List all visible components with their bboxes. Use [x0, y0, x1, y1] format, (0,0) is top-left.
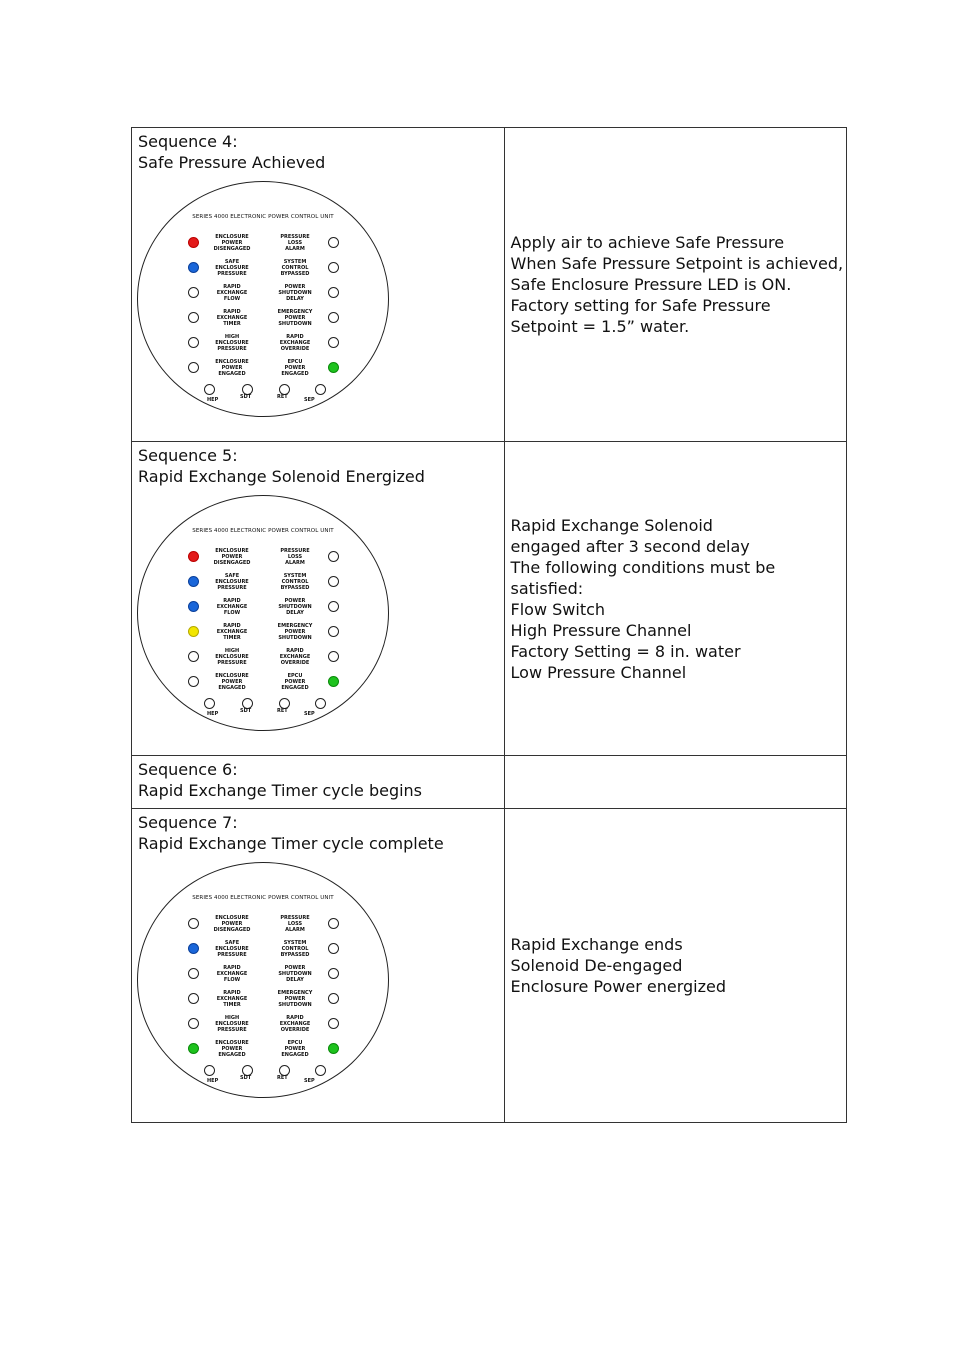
- bottom-led-label: RET: [277, 394, 288, 400]
- indicator-label-right: [267, 284, 323, 303]
- sequence-left-cell: [132, 809, 505, 1123]
- indicator-label-left: [204, 990, 260, 1009]
- indicator-label-right: [267, 648, 323, 667]
- description-line: Setpoint = 1.5” water.: [510, 317, 690, 336]
- indicator-label-line: PRESSURE: [217, 271, 247, 278]
- sequence-subheading: Rapid Exchange Solenoid Energized: [138, 467, 425, 486]
- indicator-label-line: RAPID: [223, 990, 241, 996]
- sequence-subheading: Rapid Exchange Timer cycle complete: [138, 834, 444, 853]
- sequence-subheading: Safe Pressure Achieved: [138, 153, 326, 172]
- description-line: engaged after 3 second delay: [510, 536, 750, 556]
- indicator-label-line: POWER: [284, 598, 306, 604]
- indicator-label-left: [204, 234, 260, 253]
- indicator-label-line: ENCLOSURE: [215, 265, 249, 272]
- indicator-label-line: ENCLOSURE: [215, 1040, 249, 1046]
- sequence-left-cell: [132, 756, 505, 809]
- sequence-heading: Sequence 6:: [138, 760, 238, 779]
- description-line: Enclosure Power energized: [510, 977, 727, 996]
- indicator-led-left-4: [188, 1018, 199, 1029]
- indicator-label-left: [204, 940, 260, 959]
- indicator-label-line: PRESSURE: [280, 234, 310, 240]
- indicator-label-line: SAFE: [224, 259, 240, 265]
- description-line: Factory Setting = 8 in. water: [510, 641, 741, 661]
- indicator-label-line: OVERRIDE: [280, 346, 310, 353]
- indicator-label-line: LOSS: [287, 554, 303, 561]
- indicator-label-line: SHUTDOWN: [278, 321, 312, 328]
- indicator-label-left: [204, 284, 260, 303]
- indicator-label-line: BYPASSED: [280, 271, 310, 278]
- control-panel-diagram: [137, 862, 389, 1098]
- indicator-label-line: LOSS: [287, 240, 303, 247]
- indicator-label-line: EXCHANGE: [279, 1021, 311, 1028]
- indicator-label-line: ENCLOSURE: [215, 340, 249, 347]
- indicator-led-right-0: [328, 918, 339, 929]
- panel-title: SERIES 4000 ELECTRONIC POWER CONTROL UNIT: [192, 528, 334, 534]
- control-panel-diagram: [137, 181, 389, 417]
- sequence-row: [132, 128, 847, 442]
- bottom-led-label: SDT: [240, 394, 252, 400]
- indicator-label-line: EPCU: [287, 1040, 303, 1046]
- sequence-description-cell: [504, 442, 846, 756]
- indicator-led-left-0: [188, 551, 199, 562]
- indicator-led-right-3: [328, 993, 339, 1004]
- indicator-label-line: EMERGENCY: [277, 623, 313, 629]
- indicator-led-right-5: [328, 362, 339, 373]
- indicator-label-line: HIGH: [224, 648, 240, 654]
- indicator-label-line: PRESSURE: [217, 952, 247, 959]
- indicator-label-line: ENCLOSURE: [215, 915, 249, 921]
- indicator-label-right: [267, 359, 323, 378]
- indicator-label-line: EXCHANGE: [216, 996, 248, 1003]
- sequence-left-cell: [132, 128, 505, 442]
- indicator-label-line: EPCU: [287, 673, 303, 679]
- sequence-heading: Sequence 5:: [138, 446, 238, 465]
- indicator-label-right: [267, 1040, 323, 1059]
- indicator-label-line: CONTROL: [281, 265, 309, 272]
- indicator-label-line: POWER: [284, 315, 306, 322]
- indicator-led-right-4: [328, 1018, 339, 1029]
- indicator-label-line: ENCLOSURE: [215, 579, 249, 586]
- indicator-label-left: [204, 573, 260, 592]
- sequence-table: [131, 127, 847, 1123]
- indicator-label-line: EMERGENCY: [277, 990, 313, 996]
- indicator-label-line: EXCHANGE: [216, 971, 248, 978]
- indicator-label-right: [267, 309, 323, 328]
- bottom-led-label: RET: [277, 708, 288, 714]
- description-line: Flow Switch: [510, 599, 606, 619]
- indicator-label-line: RAPID: [286, 1015, 304, 1021]
- description-line: Safe Enclosure Pressure LED is ON.: [510, 275, 792, 294]
- indicator-label-line: ENGAGED: [218, 685, 246, 692]
- indicator-label-line: ENCLOSURE: [215, 234, 249, 240]
- indicator-label-line: POWER: [221, 1046, 243, 1053]
- indicator-label-right: [267, 259, 323, 278]
- indicator-label-left: [204, 1015, 260, 1034]
- indicator-label-left: [204, 623, 260, 642]
- indicator-label-line: POWER: [221, 240, 243, 247]
- indicator-label-right: [267, 234, 323, 253]
- indicator-label-line: EMERGENCY: [277, 309, 313, 315]
- indicator-label-left: [204, 673, 260, 692]
- indicator-label-right: [267, 623, 323, 642]
- indicator-label-line: ENGAGED: [218, 371, 246, 378]
- indicator-label-line: FLOW: [223, 610, 241, 617]
- bottom-led-label: RET: [277, 1075, 288, 1081]
- bottom-led-label: SEP: [304, 1078, 315, 1084]
- indicator-label-line: DISENGAGED: [213, 246, 251, 253]
- bottom-led-label: HEP: [207, 397, 219, 403]
- indicator-label-line: ENGAGED: [281, 1052, 309, 1059]
- description-line: Rapid Exchange ends: [510, 935, 683, 954]
- indicator-led-left-2: [188, 601, 199, 612]
- sequence-row: [132, 442, 847, 756]
- indicator-label-line: SHUTDOWN: [278, 290, 312, 297]
- indicator-label-right: [267, 548, 323, 567]
- indicator-label-line: FLOW: [223, 296, 241, 303]
- indicator-label-line: DELAY: [286, 977, 304, 984]
- bottom-led-label: SEP: [304, 397, 315, 403]
- indicator-led-right-4: [328, 337, 339, 348]
- indicator-label-line: ENCLOSURE: [215, 359, 249, 365]
- indicator-led-right-1: [328, 262, 339, 273]
- indicator-label-right: [267, 940, 323, 959]
- bottom-led-label: HEP: [207, 711, 219, 717]
- indicator-label-line: RAPID: [223, 965, 241, 971]
- indicator-led-right-0: [328, 237, 339, 248]
- indicator-label-right: [267, 1015, 323, 1034]
- indicator-label-line: DELAY: [286, 610, 304, 617]
- indicator-label-left: [204, 598, 260, 617]
- indicator-label-left: [204, 915, 260, 934]
- indicator-led-right-3: [328, 626, 339, 637]
- indicator-label-line: EXCHANGE: [216, 315, 248, 322]
- indicator-label-right: [267, 573, 323, 592]
- indicator-label-line: POWER: [284, 365, 306, 372]
- indicator-led-right-2: [328, 601, 339, 612]
- indicator-led-left-1: [188, 943, 199, 954]
- panel-title: SERIES 4000 ELECTRONIC POWER CONTROL UNIT: [192, 214, 334, 220]
- description-line: When Safe Pressure Setpoint is achieved,: [510, 254, 844, 273]
- indicator-label-line: OVERRIDE: [280, 1027, 310, 1034]
- bottom-led: [315, 698, 326, 709]
- indicator-label-line: RAPID: [223, 309, 241, 315]
- indicator-label-line: EXCHANGE: [216, 629, 248, 636]
- sequence-heading: Sequence 7:: [138, 813, 238, 832]
- indicator-label-line: ENGAGED: [281, 371, 309, 378]
- indicator-label-line: EXCHANGE: [216, 290, 248, 297]
- indicator-led-right-3: [328, 312, 339, 323]
- indicator-label-line: SYSTEM: [283, 259, 307, 265]
- sequence-description-cell: [504, 756, 846, 809]
- indicator-label-line: PRESSURE: [280, 915, 310, 921]
- indicator-label-line: SHUTDOWN: [278, 971, 312, 978]
- description-line: High Pressure Channel: [510, 620, 692, 640]
- indicator-label-line: SYSTEM: [283, 940, 307, 946]
- sequence-left-cell: [132, 442, 505, 756]
- indicator-led-left-2: [188, 968, 199, 979]
- bottom-led-label: SDT: [240, 1075, 252, 1081]
- description-line: Low Pressure Channel: [510, 662, 687, 682]
- indicator-label-right: [267, 673, 323, 692]
- indicator-label-left: [204, 648, 260, 667]
- indicator-label-line: HIGH: [224, 334, 240, 340]
- bottom-led-label: HEP: [207, 1078, 219, 1084]
- indicator-label-line: ALARM: [285, 927, 305, 934]
- description-line: Apply air to achieve Safe Pressure: [510, 233, 785, 252]
- indicator-led-left-5: [188, 362, 199, 373]
- indicator-label-line: ENCLOSURE: [215, 654, 249, 661]
- indicator-label-line: EPCU: [287, 359, 303, 365]
- indicator-led-left-5: [188, 1043, 199, 1054]
- sequence-heading: Sequence 4:: [138, 132, 238, 151]
- indicator-label-left: [204, 359, 260, 378]
- indicator-label-line: SHUTDOWN: [278, 635, 312, 642]
- control-panel-diagram: [137, 495, 389, 731]
- indicator-label-line: PRESSURE: [280, 548, 310, 554]
- indicator-led-left-0: [188, 918, 199, 929]
- indicator-label-right: [267, 990, 323, 1009]
- indicator-led-left-3: [188, 312, 199, 323]
- indicator-label-line: DISENGAGED: [213, 560, 251, 567]
- indicator-led-left-1: [188, 262, 199, 273]
- indicator-label-line: POWER: [284, 629, 306, 636]
- indicator-led-left-3: [188, 993, 199, 1004]
- indicator-label-line: EXCHANGE: [216, 604, 248, 611]
- description-line: The following conditions must be: [510, 557, 776, 577]
- indicator-label-line: RAPID: [286, 648, 304, 654]
- indicator-label-line: ALARM: [285, 560, 305, 567]
- bottom-led: [204, 384, 215, 395]
- indicator-label-line: LOSS: [287, 921, 303, 928]
- indicator-led-right-2: [328, 287, 339, 298]
- indicator-label-line: RAPID: [223, 623, 241, 629]
- sequence-row: [132, 756, 847, 809]
- indicator-led-left-0: [188, 237, 199, 248]
- sequence-heading-block: [132, 128, 504, 173]
- indicator-label-line: RAPID: [223, 284, 241, 290]
- indicator-label-line: PRESSURE: [217, 660, 247, 667]
- bottom-led: [204, 698, 215, 709]
- indicator-led-left-4: [188, 337, 199, 348]
- indicator-label-line: SAFE: [224, 573, 240, 579]
- sequence-subheading: Rapid Exchange Timer cycle begins: [138, 781, 423, 800]
- indicator-label-line: ENCLOSURE: [215, 946, 249, 953]
- indicator-label-line: DELAY: [286, 296, 304, 303]
- indicator-label-line: FLOW: [223, 977, 241, 984]
- indicator-label-line: POWER: [221, 679, 243, 686]
- indicator-label-line: PRESSURE: [217, 585, 247, 592]
- description-line: Factory setting for Safe Pressure: [510, 296, 771, 315]
- indicator-label-left: [204, 334, 260, 353]
- sequence-description-cell: [504, 809, 846, 1123]
- indicator-label-line: ENGAGED: [281, 685, 309, 692]
- bottom-led: [315, 384, 326, 395]
- indicator-led-right-1: [328, 943, 339, 954]
- sequence-row: [132, 809, 847, 1123]
- indicator-label-line: POWER: [284, 284, 306, 290]
- indicator-label-line: TIMER: [223, 321, 241, 328]
- bottom-led-label: SDT: [240, 708, 252, 714]
- sequence-description-cell: [504, 128, 846, 442]
- indicator-label-line: POWER: [221, 554, 243, 561]
- description-line: Rapid Exchange Solenoid: [510, 515, 713, 535]
- indicator-led-right-5: [328, 676, 339, 687]
- indicator-label-line: ENCLOSURE: [215, 1021, 249, 1028]
- indicator-label-line: HIGH: [224, 1015, 240, 1021]
- indicator-label-line: CONTROL: [281, 579, 309, 586]
- indicator-led-right-4: [328, 651, 339, 662]
- indicator-label-line: ENGAGED: [218, 1052, 246, 1059]
- indicator-label-line: EXCHANGE: [279, 654, 311, 661]
- indicator-led-left-2: [188, 287, 199, 298]
- indicator-label-left: [204, 1040, 260, 1059]
- indicator-label-line: SHUTDOWN: [278, 1002, 312, 1009]
- description-line: satisfied:: [510, 578, 584, 598]
- indicator-led-right-5: [328, 1043, 339, 1054]
- indicator-led-right-2: [328, 968, 339, 979]
- bottom-led: [204, 1065, 215, 1076]
- sequence-heading-block: [132, 809, 504, 854]
- description-line: Solenoid De-engaged: [510, 956, 683, 975]
- indicator-led-left-1: [188, 576, 199, 587]
- bottom-led-label: SEP: [304, 711, 315, 717]
- indicator-label-line: ENCLOSURE: [215, 548, 249, 554]
- indicator-led-right-1: [328, 576, 339, 587]
- indicator-label-right: [267, 334, 323, 353]
- indicator-label-left: [204, 965, 260, 984]
- indicator-label-line: TIMER: [223, 1002, 241, 1009]
- indicator-label-line: TIMER: [223, 635, 241, 642]
- indicator-label-line: ALARM: [285, 246, 305, 253]
- indicator-label-line: EXCHANGE: [279, 340, 311, 347]
- indicator-label-line: ENCLOSURE: [215, 673, 249, 679]
- indicator-label-line: RAPID: [223, 598, 241, 604]
- indicator-label-line: PRESSURE: [217, 1027, 247, 1034]
- indicator-label-right: [267, 598, 323, 617]
- indicator-label-left: [204, 548, 260, 567]
- indicator-label-left: [204, 259, 260, 278]
- indicator-label-line: BYPASSED: [280, 952, 310, 959]
- indicator-led-left-5: [188, 676, 199, 687]
- indicator-label-line: CONTROL: [281, 946, 309, 953]
- indicator-led-right-0: [328, 551, 339, 562]
- sequence-heading-block: [132, 756, 504, 801]
- indicator-label-line: POWER: [284, 679, 306, 686]
- indicator-label-line: SAFE: [224, 940, 240, 946]
- indicator-label-left: [204, 309, 260, 328]
- indicator-label-line: SHUTDOWN: [278, 604, 312, 611]
- indicator-label-line: OVERRIDE: [280, 660, 310, 667]
- indicator-label-line: SYSTEM: [283, 573, 307, 579]
- indicator-label-line: PRESSURE: [217, 346, 247, 353]
- indicator-label-line: DISENGAGED: [213, 927, 251, 934]
- indicator-led-left-4: [188, 651, 199, 662]
- bottom-led: [315, 1065, 326, 1076]
- indicator-led-left-3: [188, 626, 199, 637]
- indicator-label-line: RAPID: [286, 334, 304, 340]
- indicator-label-right: [267, 965, 323, 984]
- panel-title: SERIES 4000 ELECTRONIC POWER CONTROL UNIT: [192, 895, 334, 901]
- indicator-label-right: [267, 915, 323, 934]
- indicator-label-line: POWER: [284, 1046, 306, 1053]
- indicator-label-line: POWER: [284, 996, 306, 1003]
- indicator-label-line: BYPASSED: [280, 585, 310, 592]
- indicator-label-line: POWER: [284, 965, 306, 971]
- indicator-label-line: POWER: [221, 365, 243, 372]
- sequence-heading-block: [132, 442, 504, 487]
- indicator-label-line: POWER: [221, 921, 243, 928]
